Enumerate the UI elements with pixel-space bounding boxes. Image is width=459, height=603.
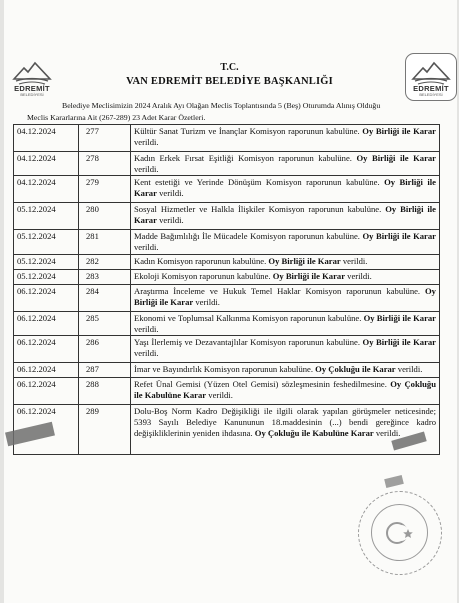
decision-summary xyxy=(131,311,440,335)
decision-date: 06.12.2024 xyxy=(14,336,79,363)
decision-summary xyxy=(131,152,440,176)
decision-number: 283 xyxy=(79,269,131,284)
logo-subtitle: BELEDİYESİ xyxy=(20,92,44,97)
decision-tail: verildi. xyxy=(134,348,159,359)
crescent-star-icon xyxy=(372,505,427,560)
decision-text: Refet Ünal Gemisi (Yüzen Otel Gemisi) sözleşmesinin feshedilmesine. xyxy=(134,379,387,390)
decision-verdict: Oy Birliği ile Karar xyxy=(268,255,341,266)
seal-inner-ring xyxy=(371,504,428,561)
decision-tail: verildi. xyxy=(375,427,401,438)
decision-text: Yaşı İlerlemiş ve Dezavantajlılar Komisyon raporunun kabulüne. xyxy=(134,337,360,348)
decision-tail: verildi. xyxy=(347,270,372,281)
table-row xyxy=(14,336,440,363)
table-row xyxy=(14,311,440,335)
table-row xyxy=(14,405,440,455)
decision-summary xyxy=(131,125,440,152)
decision-verdict: Oy Birliği ile Karar xyxy=(362,337,436,348)
decision-tail: verildi. xyxy=(159,215,184,226)
table-row xyxy=(14,363,440,378)
logo-name: EDREMİT xyxy=(413,83,449,93)
decision-summary xyxy=(131,269,440,284)
decision-text: Dolu-Boş Norm Kadro Değişikliği ile ilgili olarak yapılan görüşmeler neticesinde; 5393 Sayılı Belediye Kanununun 18.maddesinin (...) bendi gereğince kadro değişikliklerinin yeniden ihdasına. xyxy=(134,406,436,438)
decision-verdict: Oy Çokluğu ile Karar xyxy=(315,364,396,375)
decision-summary xyxy=(131,230,440,254)
decision-summary xyxy=(131,203,440,230)
decision-tail: verildi. xyxy=(159,188,184,199)
intro-line-1: Belediye Meclisimizin 2024 Aralık Ayı Olağan Meclis Toplantısında 5 (Beş) Oturumda Alınış Olduğu xyxy=(62,101,381,110)
table-row xyxy=(14,152,440,176)
decision-verdict: Oy Çokluğu ile Kabulüne Karar xyxy=(254,427,374,438)
decision-verdict: Oy Birliği ile Karar xyxy=(362,231,436,242)
decision-date: 05.12.2024 xyxy=(14,230,79,254)
decision-date: 04.12.2024 xyxy=(14,152,79,176)
decision-summary xyxy=(131,336,440,363)
decision-verdict: Oy Birliği ile Karar xyxy=(362,126,436,136)
decision-number: 288 xyxy=(79,378,131,405)
decision-tail: verildi. xyxy=(208,390,233,401)
header-republic: T.C. xyxy=(220,62,239,73)
decision-text: Ekoloji Komisyon raporunun kabulüne. xyxy=(134,270,271,281)
decisions-table xyxy=(13,124,440,455)
decision-tail: verildi. xyxy=(134,163,159,174)
decision-text: Araştırma İnceleme ve Hukuk Temel Haklar Komisyon raporunun kabulüne. xyxy=(134,285,421,296)
decision-summary xyxy=(131,378,440,405)
decision-date: 05.12.2024 xyxy=(14,254,79,269)
decision-text: İmar ve Bayındırlık Komisyon raporunun kabulüne. xyxy=(134,364,314,375)
header-institution: VAN EDREMİT BELEDİYE BAŞKANLIĞI xyxy=(126,76,333,87)
decision-text: Madde Bağımlılığı İle Mücadele Komisyon raporunun kabulüne. xyxy=(134,231,360,242)
decision-text: Kültür Sanat Turizm ve İnançlar Komisyon raporunun kabulüne. xyxy=(134,126,360,136)
decision-tail: verildi. xyxy=(134,323,159,334)
decision-number: 284 xyxy=(79,284,131,311)
intro-line-2: Meclis Kararlarına Ait (267-289) 23 Adet Karar Özetleri. xyxy=(27,113,206,122)
decision-number: 289 xyxy=(79,405,131,455)
logo-subtitle: BELEDİYESİ xyxy=(419,92,443,97)
decision-text: Sosyal Hizmetler ve Halkla İlişkiler Komisyon raporunun kabulüne. xyxy=(134,204,382,215)
decision-verdict: Oy Birliği ile Karar xyxy=(363,312,436,323)
decision-number: 286 xyxy=(79,336,131,363)
decision-summary xyxy=(131,254,440,269)
table-row xyxy=(14,269,440,284)
decision-tail: verildi. xyxy=(134,242,159,253)
decision-verdict: Oy Birliği ile Karar xyxy=(134,177,436,199)
decision-text: Ekonomi ve Toplumsal Kalkınma Komisyon raporunun kabulüne. xyxy=(134,312,362,323)
decision-date: 06.12.2024 xyxy=(14,405,79,455)
decision-date: 06.12.2024 xyxy=(14,284,79,311)
decision-verdict: Oy Birliği ile Karar xyxy=(134,285,436,307)
decision-verdict: Oy Birliği ile Karar xyxy=(272,270,346,281)
decision-number: 278 xyxy=(79,152,131,176)
table-row xyxy=(14,378,440,405)
decision-summary xyxy=(131,363,440,378)
decision-tail: verildi. xyxy=(195,296,220,307)
decision-text: Kent estetiği ve Yerinde Dönüşüm Komisyon raporunun kabulüne. xyxy=(134,177,380,188)
decision-date: 04.12.2024 xyxy=(14,176,79,203)
decision-number: 279 xyxy=(79,176,131,203)
decision-number: 280 xyxy=(79,203,131,230)
decision-number: 277 xyxy=(79,125,131,152)
decision-number: 285 xyxy=(79,311,131,335)
decision-date: 05.12.2024 xyxy=(14,269,79,284)
decision-date: 05.12.2024 xyxy=(14,203,79,230)
table-row xyxy=(14,176,440,203)
table-row xyxy=(14,254,440,269)
decision-verdict: Oy Birliği ile Karar xyxy=(134,204,436,226)
decision-tail: verildi. xyxy=(342,255,368,266)
decision-summary xyxy=(131,176,440,203)
decision-date: 06.12.2024 xyxy=(14,363,79,378)
municipality-seal-stamp xyxy=(358,491,442,575)
decision-number: 282 xyxy=(79,254,131,269)
decision-verdict: Oy Çokluğu ile Kabulüne Karar xyxy=(134,379,437,401)
decision-text: Kadın Erkek Fırsat Eşitliği Komisyon raporunun kabulüne. xyxy=(134,153,352,163)
decision-number: 281 xyxy=(79,230,131,254)
decision-date: 04.12.2024 xyxy=(14,125,79,152)
decision-verdict: Oy Birliği ile Karar xyxy=(356,153,436,163)
decision-date: 06.12.2024 xyxy=(14,378,79,405)
decision-text: Kadın Komisyon raporunun kabulüne. xyxy=(134,255,267,266)
table-row xyxy=(14,125,440,152)
table-row xyxy=(14,230,440,254)
decision-tail: verildi. xyxy=(134,136,159,147)
logo-name: EDREMİT xyxy=(14,83,50,93)
decision-date: 06.12.2024 xyxy=(14,311,79,335)
decision-summary xyxy=(131,284,440,311)
table-row xyxy=(14,203,440,230)
decision-number: 287 xyxy=(79,363,131,378)
decision-tail: verildi. xyxy=(397,364,423,375)
table-row xyxy=(14,284,440,311)
